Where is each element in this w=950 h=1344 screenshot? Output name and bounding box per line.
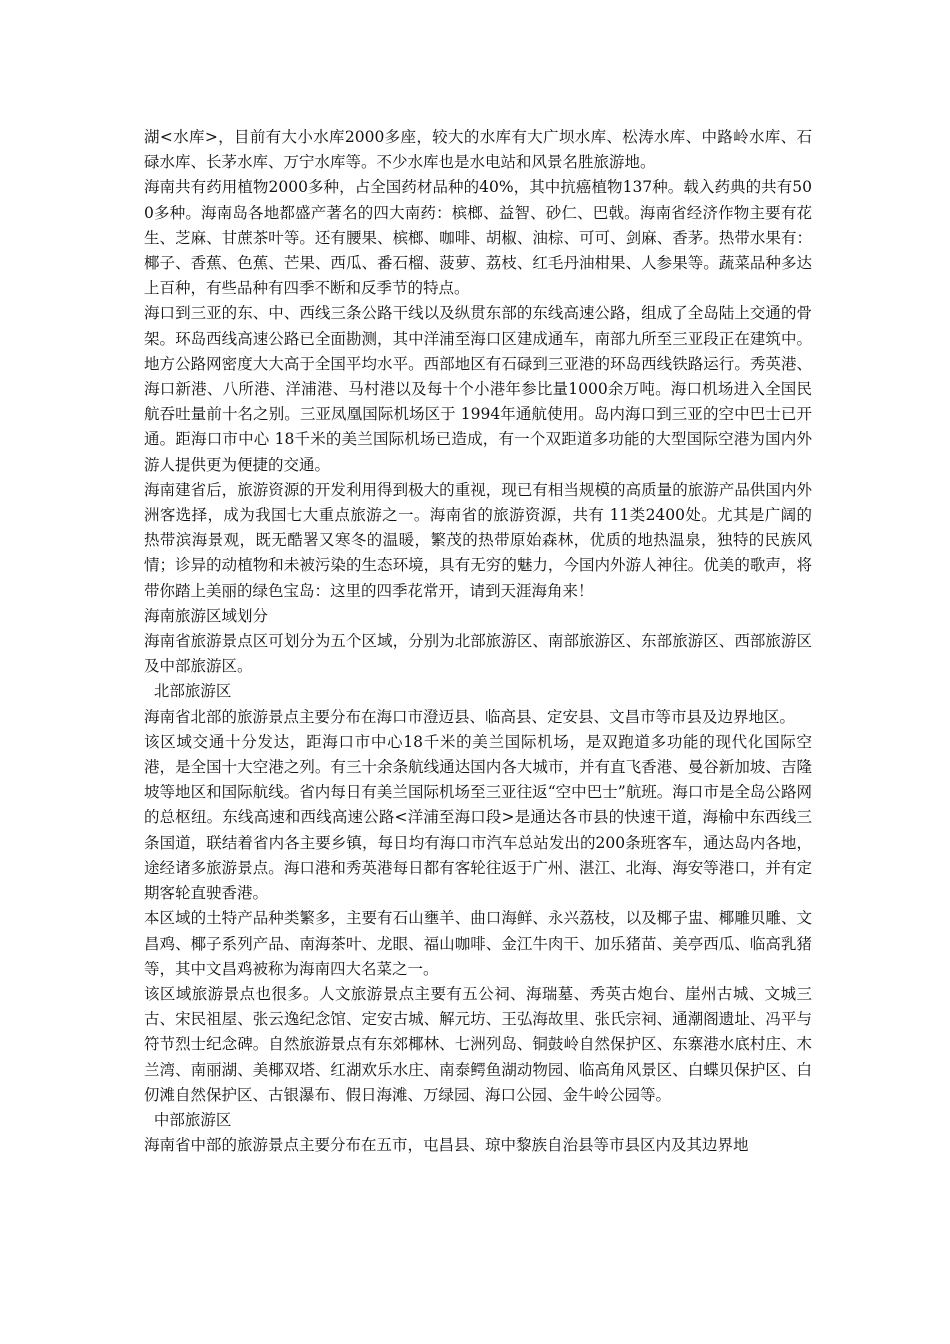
paragraph-reservoirs: 湖<水库>，目前有大小水库2000多座，较大的水库有大广坝水库、松涛水库、中路岭水库、石碌水库、长茅水库、万宁水库等。不少水库也是水电站和风景名胜旅游地。 [144,128,812,172]
paragraph-north-attractions: 该区域旅游景点也很多。人文旅游景点主要有五公祠、海瑞墓、秀英古炮台、崖州古城、文城三古、宋民祖屋、张云逸纪念馆、定安古城、解元坊、王弘海故里、张氏宗祠、通潮阁遗址、冯平与符节烈士纪念碑。自然旅游景点有东郊椰林、七洲列岛、铜鼓岭自然保护区、东寨港水底村庄、木兰湾、南丽湖、美椰双塔、红湖欢乐水庄、南泰鳄鱼湖动物园、临高角风景区、白蝶贝保护区、白仞滩自然保护区、古银瀑布、假日海滩、万绿园、海口公园、金牛岭公园等。 [144,984,812,1104]
section-heading-north: 北部旅游区 [144,682,232,701]
document-body [144,125,812,1158]
paragraph-central-location: 海南省中部的旅游景点主要分布在五市，屯昌县、琼中黎族自治县等市县区内及其边界地 [144,1136,749,1155]
paragraph-tourism: 海南建省后，旅游资源的开发利用得到极大的重视，现已有相当规模的高质量的旅游产品供国内外洲客选择，成为我国七大重点旅游之一。海南省的旅游资源，共有 11类2400处。尤其是广阔的热带滨海景观，既无酷署又寒冬的温暖，繁茂的热带原始森林，优质的地热温泉，独特的民族风情；诊异的动植物和未被污染的生态环境，具有无穷的魅力，今国内外游人神往。优美的歌声，将带你踏上美丽的绿色宝岛：这里的四季花常开，请到天涯海角来！ [144,480,812,600]
section-heading-central: 中部旅游区 [144,1110,232,1129]
paragraph-transport: 海口到三亚的东、中、西线三条公路干线以及纵贯东部的东线高速公路，组成了全岛陆上交通的骨架。环岛西线高速公路已全面勘测，其中洋浦至海口区建成通车，南部九所至三亚段正在建筑中。地方公路网密度大大高于全国平均水平。西部地区有石碌到三亚港的环岛西线铁路运行。秀英港、海口新港、八所港、洋浦港、马村港以及每十个小港年参比量1000余万吨。海口机场进入全国民航吞吐量前十名之别。三亚凤凰国际机场区于 1994年通航使用。岛内海口到三亚的空中巴士已开通。距海口市中心 18千米的美兰国际机场已造成，有一个双距道多功能的大型国际空港为国内外游人提供更为便捷的交通。 [144,304,812,474]
paragraph-regions: 海南省旅游景点区可划分为五个区域，分别为北部旅游区、南部旅游区、东部旅游区、西部旅游区及中部旅游区。 [144,632,812,676]
section-heading-regions: 海南旅游区域划分 [144,606,269,625]
paragraph-north-transport: 该区域交通十分发达，距海口市中心18千米的美兰国际机场，是双跑道多功能的现代化国际空港，是全国十大空港之列。有三十余条航线通达国内各大城市，并有直飞香港、曼谷新加坡、吉隆坡等地区和国际航线。省内每日有美兰国际机场至三亚往返“空中巴士”航班。海口市是全岛公路网的总枢纽。东线高速和西线高速公路<洋浦至海口段>是通达各市县的快速干道，海榆中东西线三条国道，联结着省内各主要乡镇，每日均有海口市汽车总站发出的200条班客车，通达岛内各地，途经诸多旅游景点。海口港和秀英港每日都有客轮往返于广州、湛江、北海、海安等港口，并有定期客轮直驶香港。 [144,732,812,903]
paragraph-north-location: 海南省北部的旅游景点主要分布在海口市澄迈县、临高县、定安县、文昌市等市县及边界地区。 [144,707,796,726]
paragraph-north-products: 本区域的土特产品种类繁多，主要有石山壅羊、曲口海鲜、永兴荔枝，以及椰子盅、椰雕贝雕、文昌鸡、椰子系列产品、南海茶叶、龙眼、福山咖啡、金江牛肉干、加乐猪苗、美亭西瓜、临高乳猪等，其中文昌鸡被称为海南四大名菜之一。 [144,909,812,978]
paragraph-plants: 海南共有药用植物2000多种，占全国药材品种的40%，其中抗癌植物137种。载入药典的共有500多种。海南岛各地都盛产著名的四大南药：槟榔、益智、砂仁、巴戟。海南省经济作物主要有花生、芝麻、甘蔗茶叶等。还有腰果、槟榔、咖啡、胡椒、油棕、可可、剑麻、香茅。热带水果有：椰子、香蕉、色蕉、芒果、西瓜、番石榴、菠萝、荔枝、红毛丹油柑果、人参果等。蔬菜品种多达上百种，有些品种有四季不断和反季节的特点。 [144,178,812,298]
